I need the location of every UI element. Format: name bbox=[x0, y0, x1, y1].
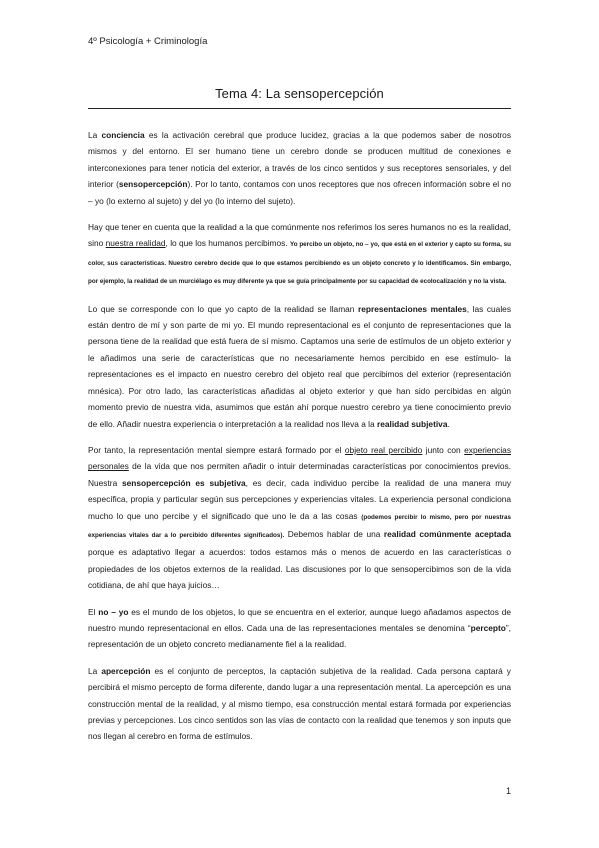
page-header: 4º Psicología + Criminología bbox=[88, 36, 208, 47]
bold-term-no-yo: no – yo bbox=[98, 606, 129, 617]
document-body bbox=[88, 127, 511, 755]
bold-term-realidad-aceptada: realidad comúnmente aceptada bbox=[383, 528, 511, 539]
underlined-term-objeto-real: objeto real percibido bbox=[344, 444, 423, 455]
bold-term-apercepcion: apercepción bbox=[101, 665, 151, 676]
text-span: El bbox=[88, 606, 99, 617]
text-span: ”, representación de un objeto concreto medianamente fiel a la realidad. bbox=[88, 622, 511, 650]
text-span: Hay que tener en cuenta que la realidad a la que comúnmente nos referimos los seres humanos no es la realidad, sino bbox=[88, 222, 511, 249]
text-span: ). Por lo tanto, contamos con unos receptores que nos ofrecen información sobre el no – yo (lo externo al sujeto) y del yo (lo interno del sujeto). bbox=[88, 179, 511, 206]
underlined-term-experiencias: experiencias personales bbox=[88, 444, 511, 472]
text-span: Lo que se corresponde con lo que yo capto de la realidad se llaman bbox=[88, 303, 358, 314]
bold-term-representaciones-mentales: representaciones mentales bbox=[357, 303, 467, 314]
text-span: La bbox=[88, 130, 102, 140]
text-span: porque es adaptativo llegar a acuerdos: todos estamos más o menos de acuerdo en las características o propiedades de los objetos externos de la realidad. Las discusiones por lo que sensopercibimos son de la vida cotidiana, de ahí que haya juicios… bbox=[88, 547, 511, 591]
bold-term-subjetiva: sensopercepción es subjetiva bbox=[122, 477, 246, 488]
bold-term-conciencia: conciencia bbox=[101, 130, 145, 140]
title-underline bbox=[88, 108, 511, 109]
text-span: junto con bbox=[422, 444, 465, 455]
bold-term-percepto: percepto bbox=[470, 622, 506, 633]
text-span: La bbox=[88, 665, 102, 676]
small-note-significados: (podemos percibir lo mismo, pero por nuestras experiencias vitales dar a lo percibido diferentes significados). bbox=[88, 513, 511, 539]
text-span: , es decir, cada individuo percibe la realidad de una manera muy específica, propia y particular según sus percepciones y experiencias vitales. La experiencia personal condiciona mucho lo que uno percibe y el significado que uno le da a las cosas bbox=[88, 477, 512, 521]
text-span: , las cuales están dentro de mí y son parte de mi yo. El mundo representacional es el conjunto de representaciones que la persona tiene de la realidad que está fuera de sí mismo. Captamos una serie de estímulos de un objeto exterior y le añadimos una serie de características que no necesariamente hemos percibido en ese estímulo- la representaciones es el impacto en nuestro cerebro del objeto real que percibimos del exterior (representación mnésica). Por otro lado, las características añadidas al objeto exterior y que han sido percibidas en algún momento previo de nuestra vida, asumimos que están ahí porque nuestro cerebro ya tiene conocimiento previo de ello. Añadir nuestra experiencia o interpretación a la realidad nos lleva a la bbox=[88, 303, 511, 429]
text-span: , lo que los humanos percibimos. bbox=[165, 238, 290, 249]
paragraph-representacion-mental bbox=[88, 442, 511, 594]
paragraph-realidad bbox=[88, 219, 511, 291]
text-span: es el mundo de los objetos, lo que se encuentra en el exterior, aunque luego añadamos aspectos de nuestro mundo representacional en ellos. Cada una de las representaciones mentales se denomina “ bbox=[88, 606, 511, 633]
paragraph-no-yo bbox=[88, 604, 511, 653]
paragraph-conciencia bbox=[88, 127, 511, 209]
bold-term-realidad-subjetiva: realidad subjetiva bbox=[376, 418, 448, 429]
small-note-murcielago: Yo percibo un objeto, no – yo, que está en el exterior y capto su forma, su color, sus características. Nuestro cerebro decide que lo que estamos percibiendo es un objeto concreto y lo identificamos. Sin embargo, por ejemplo, la realidad de un murciélago es muy diferente ya que se guía principalmente por su capacidad de ecolocalización y no la vista. bbox=[88, 241, 512, 286]
text-span: Por tanto, la representación mental siempre estará formado por el bbox=[88, 444, 345, 455]
text-span: Debemos hablar de una bbox=[284, 528, 384, 539]
page-title: Tema 4: La sensopercepción bbox=[215, 86, 384, 101]
text-span: es la activación cerebral que produce lucidez, gracias a la que podemos saber de nosotros mismos y del entorno. El ser humano tiene un cerebro donde se producen multitud de conexiones e interconexiones para tener noticia del exterior, a través de los cinco sentidos y sus receptores sensoriales, y del interior ( bbox=[88, 130, 511, 190]
paragraph-apercepcion bbox=[88, 663, 511, 745]
underlined-term-nuestra-realidad: nuestra realidad bbox=[105, 238, 166, 249]
bold-term-sensopercepcion: sensopercepción bbox=[118, 179, 188, 190]
text-span: . bbox=[447, 418, 450, 429]
text-span: de la vida que nos permiten añadir o intuir determinadas características por conocimientos previos. Nuestra bbox=[88, 461, 511, 488]
paragraph-representaciones bbox=[88, 301, 511, 432]
page-number: 1 bbox=[505, 786, 511, 796]
text-span: es el conjunto de perceptos, la captación subjetiva de la realidad. Cada persona captará y percibirá el mismo percepto de forma diferente, dando lugar a una representación mental. La apercepción es una construcción mental de la realidad, y al mismo tiempo, esa construcción mental estará formada por experiencias previas y percepciones. Los cinco sentidos son las vías de contacto con la realidad que tenemos y son inputs que nos llegan al cerebro en forma de estímulos. bbox=[88, 665, 511, 742]
